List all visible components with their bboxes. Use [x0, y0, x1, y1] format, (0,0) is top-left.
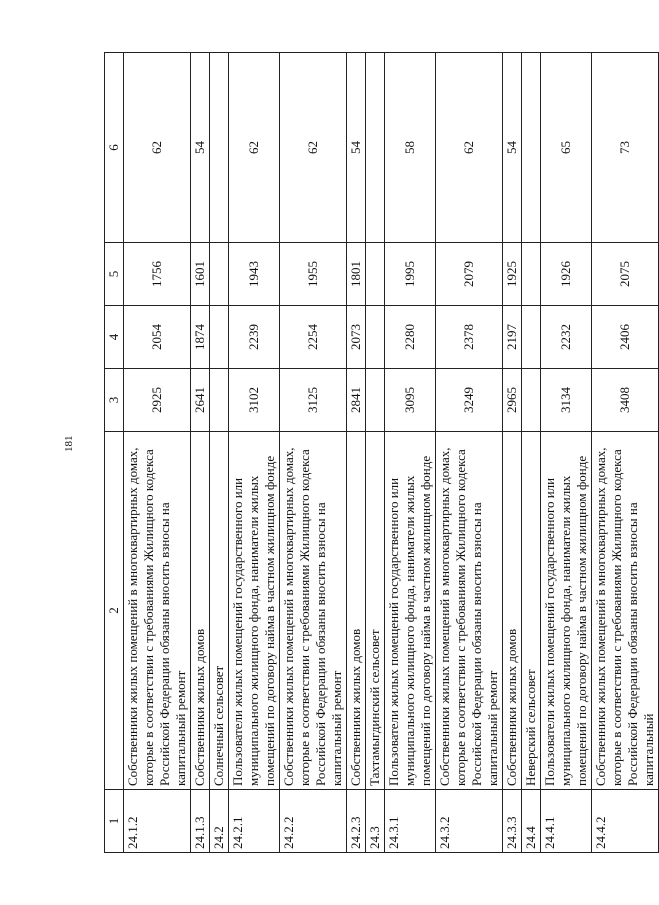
row-name: Неверский сельсовет	[522, 432, 541, 790]
table-row	[210, 53, 229, 853]
row-code: 24.3.3	[503, 790, 522, 853]
header-cell: 3	[105, 369, 124, 432]
value-col4: 2197	[503, 306, 522, 369]
table-row	[503, 53, 522, 853]
value-col4	[366, 306, 385, 369]
value-col4: 2406	[592, 306, 659, 369]
value-col5: 1756	[124, 243, 191, 306]
value-col5	[522, 243, 541, 306]
row-name: Собственники жилых домов	[191, 432, 210, 790]
value-col5	[210, 243, 229, 306]
value-col5: 1995	[385, 243, 436, 306]
row-name: Собственники жилых помещений в многоквартирных домах, которые в соответствии с требованиями Жилищного кодекса Российской Федерации обязаны вносить взносы на капитальный ремонт	[280, 432, 347, 790]
value-col6: 54	[347, 53, 366, 243]
row-name: Пользователи жилых помещений государственного или муниципального жилищного фонда, наниматели жилых помещений по договору найма в частном жилищном фонде	[229, 432, 280, 790]
row-code: 24.1.2	[124, 790, 191, 853]
value-col6	[522, 53, 541, 243]
value-col4: 2232	[541, 306, 592, 369]
value-col5: 1926	[541, 243, 592, 306]
value-col5: 1925	[503, 243, 522, 306]
value-col3: 3408	[592, 369, 659, 432]
table-row	[366, 53, 385, 853]
value-col6	[210, 53, 229, 243]
value-col4: 2378	[436, 306, 503, 369]
row-name: Пользователи жилых помещений государственного или муниципального жилищного фонда, наниматели жилых помещений по договору найма в частном жилищном фонде	[385, 432, 436, 790]
value-col6: 62	[124, 53, 191, 243]
row-code: 24.3.1	[385, 790, 436, 853]
row-name: Собственники жилых домов	[503, 432, 522, 790]
value-col6: 65	[541, 53, 592, 243]
value-col5: 1955	[280, 243, 347, 306]
row-code: 24.3	[366, 790, 385, 853]
value-col4	[210, 306, 229, 369]
value-col3	[366, 369, 385, 432]
value-col5: 2079	[436, 243, 503, 306]
header-cell: 5	[105, 243, 124, 306]
value-col6: 62	[436, 53, 503, 243]
value-col3: 3125	[280, 369, 347, 432]
row-name: Собственники жилых помещений в многоквартирных домах, которые в соответствии с требованиями Жилищного кодекса Российской Федерации обязаны вносить взносы на капитальный	[592, 432, 659, 790]
value-col3: 3102	[229, 369, 280, 432]
row-code: 24.3.2	[436, 790, 503, 853]
page-number: 181	[63, 435, 75, 452]
value-col3: 3134	[541, 369, 592, 432]
table-row	[541, 53, 592, 853]
table-row	[347, 53, 366, 853]
value-col6	[366, 53, 385, 243]
row-name: Солнечный сельсовет	[210, 432, 229, 790]
value-col5: 1601	[191, 243, 210, 306]
value-col3: 2841	[347, 369, 366, 432]
value-col3: 2641	[191, 369, 210, 432]
table-row	[385, 53, 436, 853]
header-cell: 6	[105, 53, 124, 243]
row-name: Пользователи жилых помещений государственного или муниципального жилищного фонда, наниматели жилых помещений по договору найма в частном жилищном фонде	[541, 432, 592, 790]
header-cell: 2	[105, 432, 124, 790]
value-col6: 62	[280, 53, 347, 243]
row-name: Собственники жилых домов	[347, 432, 366, 790]
row-code: 24.4	[522, 790, 541, 853]
row-code: 24.2.3	[347, 790, 366, 853]
table-row	[280, 53, 347, 853]
table-row	[592, 53, 659, 853]
value-col5: 1943	[229, 243, 280, 306]
value-col5: 1801	[347, 243, 366, 306]
value-col3	[522, 369, 541, 432]
value-col5	[366, 243, 385, 306]
value-col4: 2073	[347, 306, 366, 369]
value-col4	[522, 306, 541, 369]
value-col5: 2075	[592, 243, 659, 306]
row-code: 24.2.2	[280, 790, 347, 853]
table-row	[522, 53, 541, 853]
value-col6: 54	[191, 53, 210, 243]
value-col3: 3249	[436, 369, 503, 432]
value-col3	[210, 369, 229, 432]
row-code: 24.1.3	[191, 790, 210, 853]
rotated-table-wrapper	[104, 53, 659, 853]
value-col6: 62	[229, 53, 280, 243]
table-row	[229, 53, 280, 853]
table-row	[436, 53, 503, 853]
table-row	[124, 53, 191, 853]
value-col6: 73	[592, 53, 659, 243]
value-col4: 1874	[191, 306, 210, 369]
value-col3: 3095	[385, 369, 436, 432]
tariff-table	[104, 52, 659, 853]
table-row	[191, 53, 210, 853]
row-code: 24.2.1	[229, 790, 280, 853]
row-code: 24.4.2	[592, 790, 659, 853]
row-code: 24.4.1	[541, 790, 592, 853]
table-body	[105, 53, 659, 853]
value-col4: 2254	[280, 306, 347, 369]
value-col4: 2239	[229, 306, 280, 369]
value-col3: 2925	[124, 369, 191, 432]
row-name: Тахтамыгдинский сельсовет	[366, 432, 385, 790]
value-col6: 58	[385, 53, 436, 243]
value-col3: 2965	[503, 369, 522, 432]
row-name: Собственники жилых помещений в многоквартирных домах, которые в соответствии с требованиями Жилищного кодекса Российской Федерации обязаны вносить взносы на капитальный ремонт	[436, 432, 503, 790]
value-col6: 54	[503, 53, 522, 243]
value-col4: 2054	[124, 306, 191, 369]
header-row	[105, 53, 124, 853]
row-code: 24.2	[210, 790, 229, 853]
row-name: Собственники жилых помещений в многоквартирных домах, которые в соответствии с требованиями Жилищного кодекса Российской Федерации обязаны вносить взносы на капитальный ремонт	[124, 432, 191, 790]
header-cell: 4	[105, 306, 124, 369]
header-cell: 1	[105, 790, 124, 853]
value-col4: 2280	[385, 306, 436, 369]
